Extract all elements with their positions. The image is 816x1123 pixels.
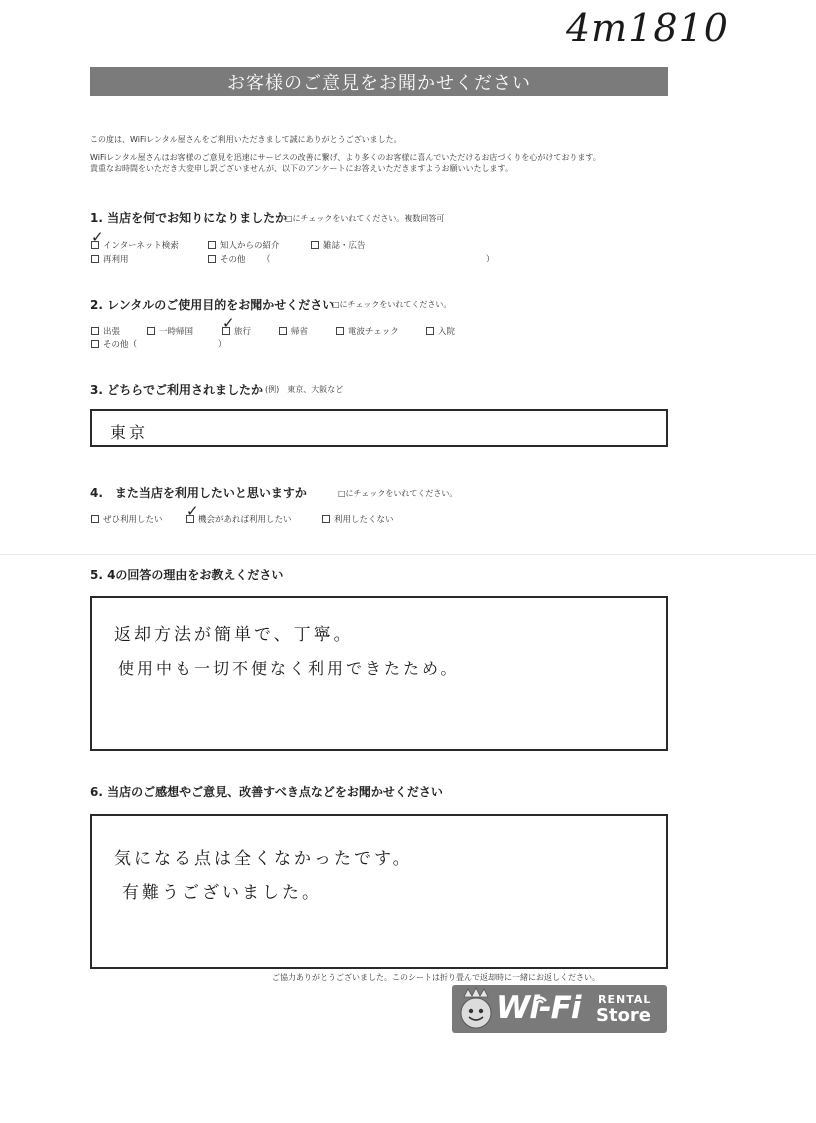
- q1-other-paren-open: （: [262, 255, 271, 265]
- q5-answer-line-1: 返却方法が簡単で、丁寧。: [114, 625, 354, 645]
- checkbox[interactable]: [91, 327, 99, 335]
- q1-other-paren-close: ）: [486, 255, 495, 265]
- q1-option-magazine[interactable]: [311, 239, 366, 251]
- checkbox[interactable]: [279, 327, 287, 335]
- q1-option-internet[interactable]: [91, 228, 179, 251]
- q1-option-other[interactable]: [208, 253, 246, 265]
- checkbox[interactable]: [208, 241, 216, 249]
- checkbox[interactable]: [208, 255, 216, 263]
- checkbox[interactable]: [186, 502, 199, 523]
- q2-option-hospital[interactable]: [426, 325, 455, 337]
- q3-title: 3. どちらでご利用されましたか: [90, 383, 263, 397]
- q1-title: 1. 当店を何でお知りになりましたか: [90, 211, 288, 225]
- option-label: 雑誌・広告: [323, 241, 366, 251]
- scan-artifact-line: [0, 554, 816, 555]
- q2-option-homecoming[interactable]: [147, 325, 193, 337]
- option-label: 出張: [103, 327, 121, 337]
- checkbox[interactable]: [147, 327, 155, 335]
- wifi-rental-store-logo: [452, 985, 667, 1033]
- q5-title: 5. 4の回答の理由をお教えください: [90, 568, 284, 582]
- q2-option-visit-home[interactable]: [279, 325, 308, 337]
- check-mark-icon: ✓: [222, 314, 235, 332]
- checkbox[interactable]: [311, 241, 319, 249]
- option-label: 入院: [438, 327, 456, 337]
- checkbox[interactable]: [426, 327, 434, 335]
- q4-option-if-chance[interactable]: [186, 502, 292, 525]
- footer-note: ご協力ありがとうございました。このシートは折り畳んで返却時に一緒にお返しください。: [272, 973, 600, 982]
- checkbox[interactable]: [336, 327, 344, 335]
- option-label: 機会があれば利用したい: [198, 515, 292, 525]
- handwritten-id: 4m1810: [566, 6, 729, 50]
- intro-line-3: 貴重なお時間をいただき大変申し訳ございませんが、以下のアンケートにお答えいただきますようお願いいたします。: [90, 164, 513, 173]
- option-label: 旅行: [234, 327, 252, 337]
- q3-answer-box[interactable]: [90, 409, 668, 447]
- q1-option-referral[interactable]: [208, 239, 280, 251]
- logo-store-text: Store: [596, 1005, 652, 1026]
- q1-option-reuse[interactable]: [91, 253, 129, 265]
- option-label: 帰省: [291, 327, 309, 337]
- option-label: 電波チェック: [348, 327, 399, 337]
- q5-answer-line-2: 使用中も一切不便なく利用できたため。: [118, 659, 460, 678]
- checkbox[interactable]: [91, 255, 99, 263]
- q1-note: □にチェックをいれてください。複数回答可: [285, 214, 445, 223]
- option-label: その他: [220, 255, 246, 265]
- checkbox[interactable]: [322, 515, 330, 523]
- q4-title: 4. また当店を利用したいと思いますか: [90, 486, 307, 500]
- q5-answer-box[interactable]: [90, 596, 668, 751]
- q2-note: □にチェックをいれてください。: [332, 300, 452, 309]
- q3-note: (例) 東京、大阪など: [265, 385, 344, 394]
- q6-answer-line-1: 気になる点は全くなかったです。: [114, 849, 413, 869]
- option-label: 知人からの紹介: [220, 241, 280, 251]
- logo-rental-text: RENTAL: [598, 993, 652, 1006]
- check-mark-icon: ✓: [186, 502, 199, 520]
- option-label: 利用したくない: [334, 515, 394, 525]
- option-label: 一時帰国: [159, 327, 194, 337]
- q2-option-other[interactable]: [91, 338, 137, 350]
- option-label: ぜひ利用したい: [103, 515, 163, 525]
- option-label: 再利用: [103, 255, 129, 265]
- option-label: その他（: [103, 340, 138, 350]
- checkbox[interactable]: [91, 340, 99, 348]
- q2-option-travel[interactable]: [222, 314, 252, 337]
- logo-wifi-text: Wi-Fi: [496, 990, 581, 1026]
- q6-answer-line-2: 有難うございました。: [122, 883, 322, 903]
- q2-option-business[interactable]: [91, 325, 120, 337]
- checkbox[interactable]: [222, 314, 235, 335]
- option-label: インターネット検索: [103, 241, 179, 251]
- page-title: お客様のご意見をお聞かせください: [227, 72, 531, 94]
- q2-title: 2. レンタルのご使用目的をお聞かせください: [90, 298, 335, 312]
- q4-option-no[interactable]: [322, 513, 394, 525]
- q6-answer-box[interactable]: [90, 814, 668, 969]
- q4-note: □にチェックをいれてください。: [338, 489, 458, 498]
- q2-option-signal-check[interactable]: [336, 325, 399, 337]
- intro-line-2: WiFiレンタル屋さんはお客様のご意見を迅速にサービスの改善に繋げ、より多くのお客様に喜んでいただけるお店づくりを心がけております。: [90, 153, 601, 162]
- q2-other-paren-close: ）: [218, 340, 227, 350]
- q3-answer: 東京: [110, 423, 149, 442]
- checkbox[interactable]: [91, 228, 104, 249]
- page-title-banner: [90, 67, 668, 96]
- intro-line-1: この度は、WiFiレンタル屋さんをご利用いただきまして誠にありがとうございました。: [90, 135, 402, 144]
- check-mark-icon: ✓: [91, 228, 104, 246]
- checkbox[interactable]: [91, 515, 99, 523]
- q6-title: 6. 当店のご感想やご意見、改善すべき点などをお聞かせください: [90, 785, 443, 799]
- q4-option-definitely[interactable]: [91, 513, 163, 525]
